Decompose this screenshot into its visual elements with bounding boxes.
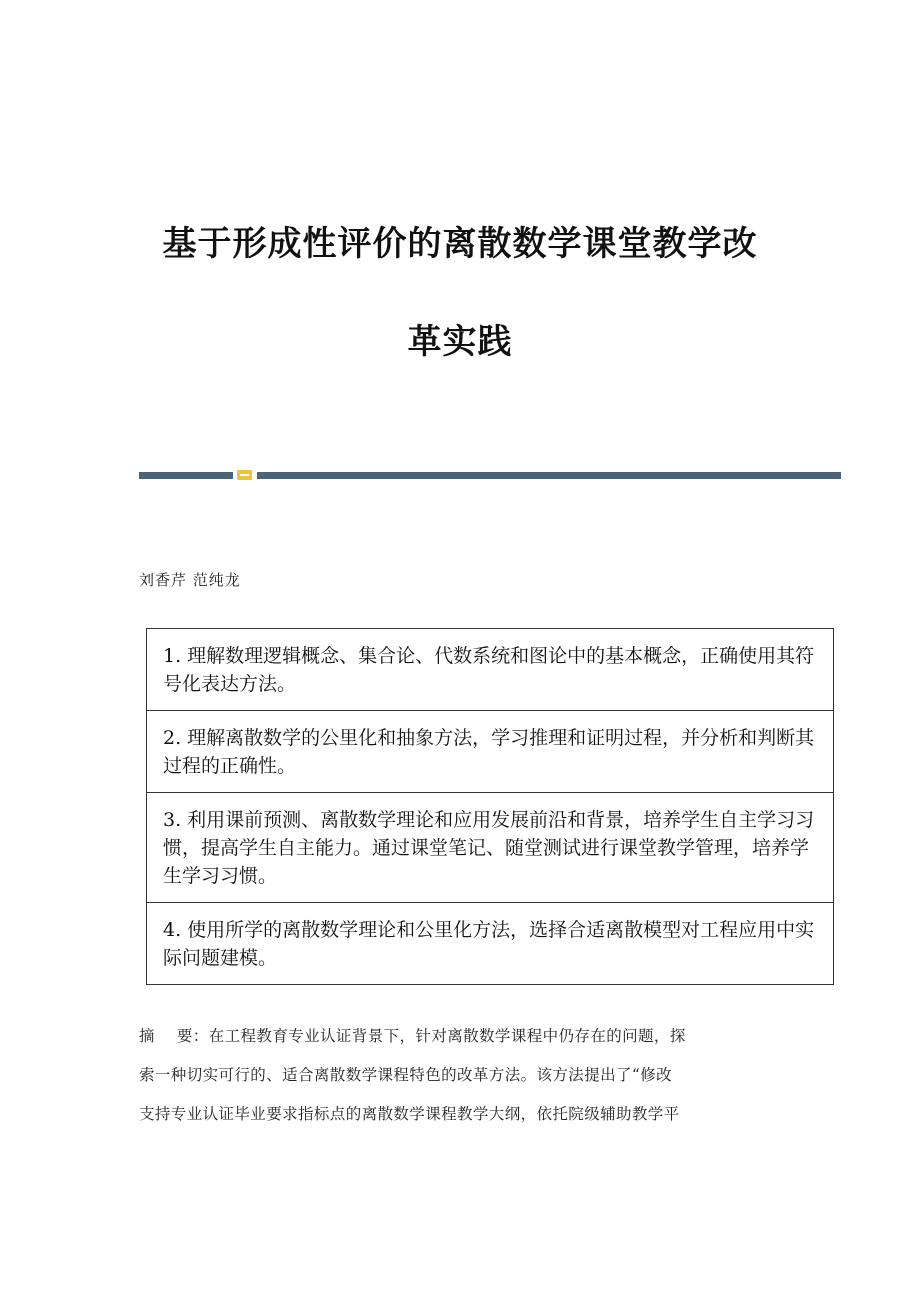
divider-bar-left (139, 472, 233, 479)
abstract-line-2: 索一种切实可行的、适合离散数学课程特色的改革方法。该方法提出了“修改 (139, 1066, 673, 1084)
abstract-label-part-1: 摘 (139, 1027, 155, 1045)
document-title-line-2: 革实践 (407, 322, 513, 362)
divider-bar-right (257, 472, 841, 479)
abstract (139, 1017, 779, 1134)
title-divider (139, 470, 841, 480)
divider-marker-icon (237, 470, 252, 480)
objective-row: 1. 理解数理逻辑概念、集合论、代数系统和图论中的基本概念，正确使用其符号化表达方法。 (147, 629, 833, 711)
document-title-line-1: 基于形成性评价的离散数学课堂教学改 (162, 224, 758, 264)
objective-row: 4. 使用所学的离散数学理论和公里化方法，选择合适离散模型对工程应用中实际问题建模。 (163, 919, 815, 969)
authors: 刘香芹 范纯龙 (139, 571, 241, 589)
objective-row: 2. 理解离散数学的公里化和抽象方法，学习推理和证明过程，并分析和判断其过程的正确性。 (147, 711, 833, 793)
objective-row: 3. 利用课前预测、离散数学理论和应用发展前沿和背景，培养学生自主学习习惯，提高学生自主能力。通过课堂笔记、随堂测试进行课堂教学管理，培养学生学习习惯。 (147, 793, 833, 903)
objectives-table (146, 628, 834, 985)
abstract-line-3: 支持专业认证毕业要求指标点的离散数学课程教学大纲，依托院级辅助教学平 (139, 1105, 680, 1123)
abstract-text-1: 在工程教育专业认证背景下，针对离散数学课程中仍存在的问题，探 (208, 1027, 686, 1045)
abstract-label-part-2: 要： (176, 1027, 209, 1045)
abstract-line-1 (139, 1017, 779, 1056)
